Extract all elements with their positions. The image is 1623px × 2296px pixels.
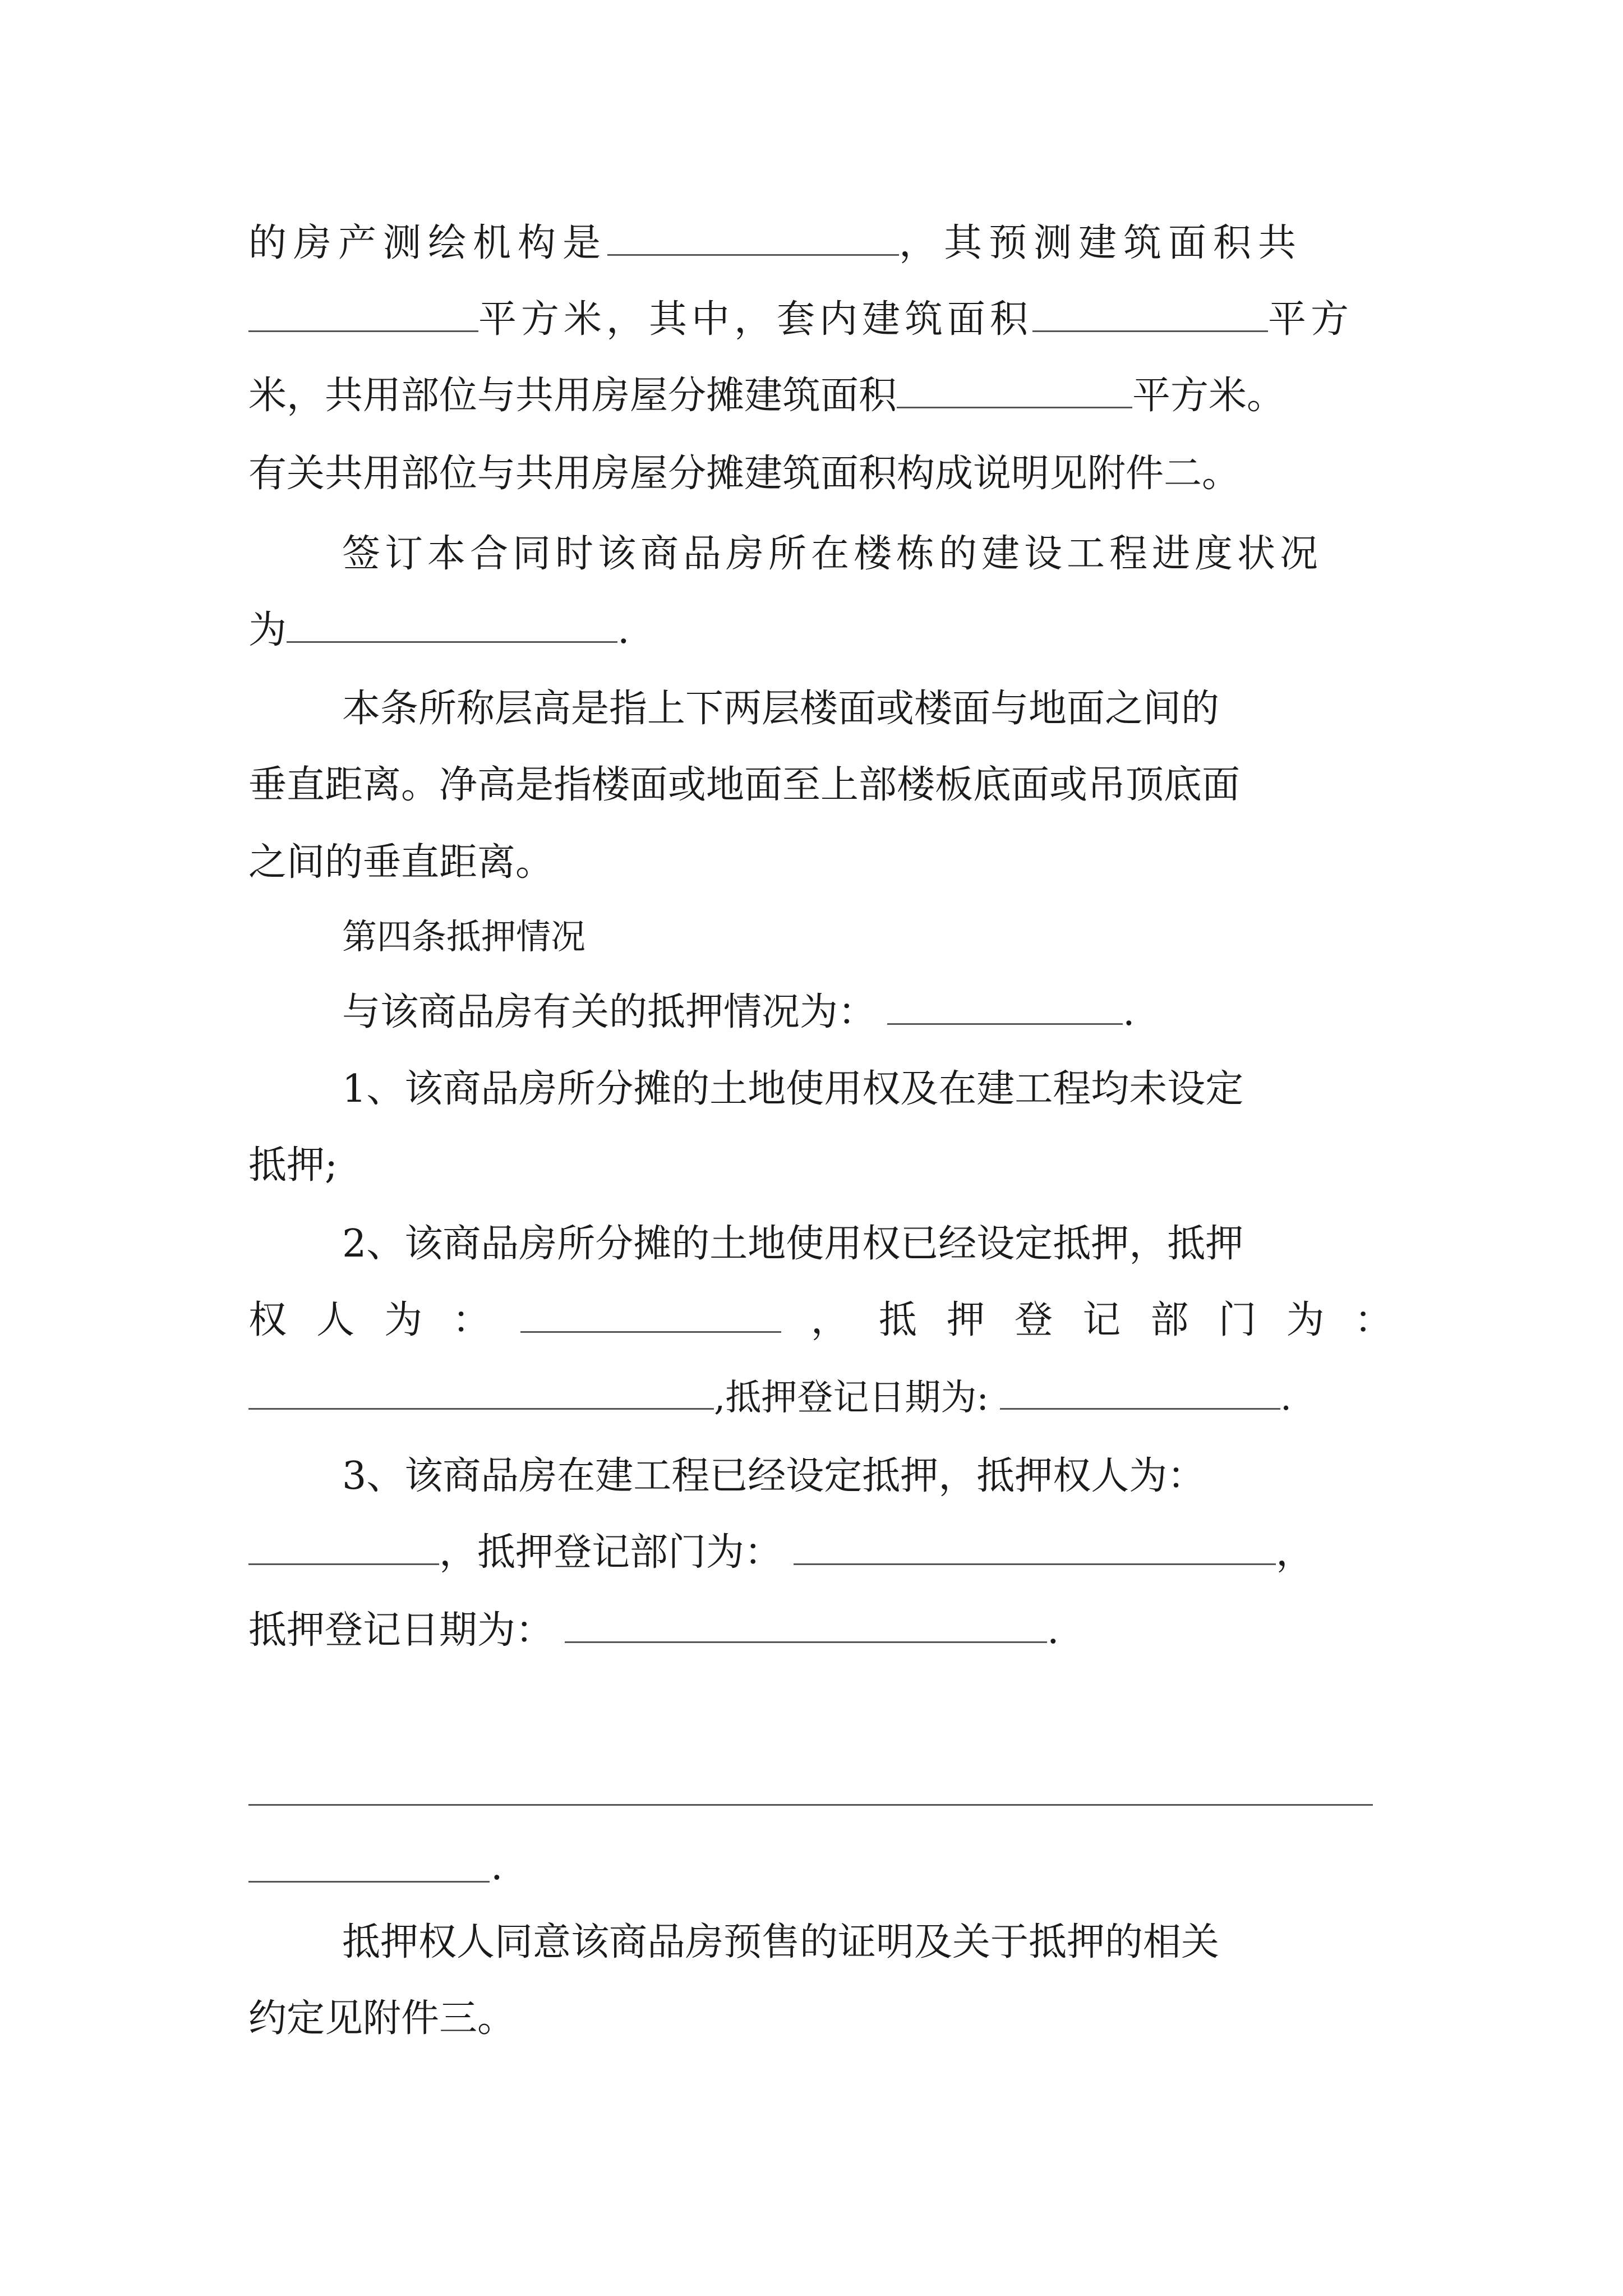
surveying-agency-blank xyxy=(607,222,899,256)
closing-line2 xyxy=(248,1985,1393,2053)
mortgage-intro xyxy=(342,979,1486,1046)
item2-dot: . xyxy=(1280,1377,1292,1419)
para3-line2 xyxy=(248,752,1393,819)
shared-area-blank xyxy=(897,374,1132,408)
item1-line1 xyxy=(342,1056,1486,1123)
para2-dot: . xyxy=(617,608,630,652)
para1-text: ，其预测建筑面积共 xyxy=(899,221,1303,265)
item2-char: 部 xyxy=(1150,1298,1189,1342)
section-title xyxy=(342,903,1486,970)
item2-char: ： xyxy=(452,1298,491,1342)
item3-text: 抵押登记日期为： xyxy=(248,1608,554,1653)
item3-dot: . xyxy=(1047,1608,1059,1653)
trailing-dot: . xyxy=(491,1844,503,1889)
item2-char: 门 xyxy=(1218,1298,1257,1342)
para3-line3 xyxy=(248,829,1393,896)
item2-char: 记 xyxy=(1082,1298,1121,1342)
item3-line3 xyxy=(248,1597,1393,1664)
item2-char: 登 xyxy=(1015,1298,1053,1342)
item1-text: 1、该商品房所分摊的土地使用权及在建工程均未设定 xyxy=(342,1067,1244,1111)
para1-text: 平方米，其中，套内建筑面积 xyxy=(478,297,1033,342)
item2-char: 权 xyxy=(248,1298,287,1342)
item3-date-blank xyxy=(565,1609,1047,1643)
closing-text: 抵押权人同意该商品房预售的证明及关于抵押的相关 xyxy=(342,1920,1220,1964)
para3-line1 xyxy=(342,675,1486,743)
item3-mortgagee-blank xyxy=(248,1531,439,1565)
fill-in-line-short xyxy=(248,1881,490,1883)
item2-line3 xyxy=(248,1364,1393,1432)
item3-text: ，抵押登记部门为： xyxy=(439,1530,783,1575)
mortgagee-blank xyxy=(520,1299,781,1333)
para1-text: 平方 xyxy=(1268,297,1354,342)
fill-in-line xyxy=(248,1804,1373,1806)
para2-line2 xyxy=(248,597,1393,664)
para2-text: 签订本合同时该商品房所在楼栋的建设工程进度状况 xyxy=(342,532,1323,576)
mortgage-intro-dot: . xyxy=(1123,990,1135,1034)
item3-text: 3、该商品房在建工程已经设定抵押，抵押权人为： xyxy=(342,1454,1206,1498)
item2-char: 为 xyxy=(384,1298,423,1342)
item2-char: ： xyxy=(1354,1298,1393,1342)
mortgage-status-blank xyxy=(887,991,1123,1025)
para1-text: 有关共用部位与共用房屋分摊建筑面积构成说明见附件二。 xyxy=(248,452,1241,496)
para2-line1 xyxy=(342,521,1486,588)
para1-line1 xyxy=(248,210,1393,277)
inner-area-blank xyxy=(1032,298,1268,332)
para3-text: 垂直距离。净高是指楼面或地面至上部楼板底面或吊顶底面 xyxy=(248,763,1241,807)
para2-text: 为 xyxy=(248,608,287,652)
registration-date-blank xyxy=(1000,1375,1280,1410)
para3-text: 本条所称层高是指上下两层楼面或楼面与地面之间的 xyxy=(342,687,1220,731)
item1-line2 xyxy=(248,1132,1393,1199)
para1-text: 平方米。 xyxy=(1132,374,1285,418)
para3-text: 之间的垂直距离。 xyxy=(248,840,554,885)
para1-line2 xyxy=(248,286,1393,353)
registration-dept-blank xyxy=(248,1375,714,1410)
item2-line2 xyxy=(248,1287,1393,1354)
para1-text: 米，共用部位与共用房屋分摊建筑面积 xyxy=(248,374,897,418)
item3-dept-blank xyxy=(794,1531,1276,1565)
item2-char: 人 xyxy=(316,1298,355,1342)
item2-char: 押 xyxy=(946,1298,985,1342)
mortgage-intro-text: 与该商品房有关的抵押情况为： xyxy=(342,990,877,1034)
item2-char: 抵 xyxy=(878,1298,917,1342)
item3-line1 xyxy=(342,1443,1486,1510)
para1-line3 xyxy=(248,362,1393,430)
closing-line1 xyxy=(342,1909,1486,1976)
para1-text: 的房产测绘机构是 xyxy=(248,221,608,265)
para1-line4 xyxy=(248,440,1393,508)
closing-text: 约定见附件三。 xyxy=(248,1996,516,2041)
item3-line2 xyxy=(248,1519,1393,1586)
item2-char: ， xyxy=(810,1298,849,1342)
item2-char: 为 xyxy=(1286,1298,1325,1342)
total-area-blank xyxy=(248,298,478,332)
progress-status-blank xyxy=(287,609,617,643)
item2-text: ,抵押登记日期为: xyxy=(714,1377,989,1419)
item1-text: 抵押; xyxy=(248,1143,338,1188)
item2-line1 xyxy=(342,1211,1486,1278)
section-title-text: 第四条抵押情况 xyxy=(342,916,586,957)
item3-text: ， xyxy=(1276,1530,1315,1575)
item2-text: 2、该商品房所分摊的土地使用权已经设定抵押，抵押 xyxy=(342,1222,1244,1266)
